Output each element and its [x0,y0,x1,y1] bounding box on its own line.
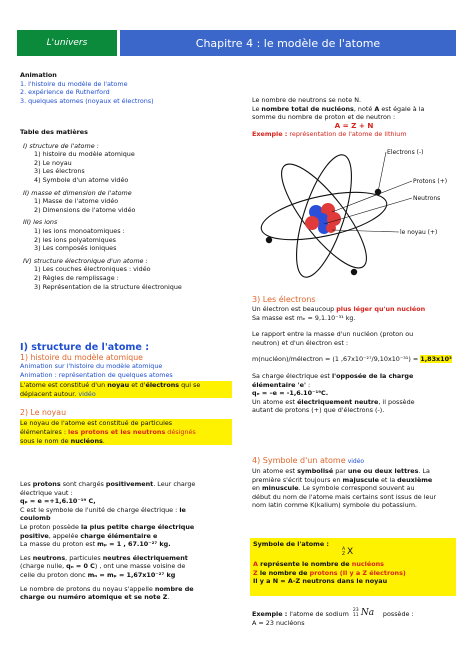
toc-section-4[interactable]: IV) structure électronique d'un atome : [23,256,148,265]
animation-link-3[interactable]: 3. quelques atomes (noyaux et électrons) [20,96,154,105]
right-intro: Le nombre de neutrons se note N. Le nombre total de nucléons, noté A est égale à la somme du nombre de proton et de neutron : A = Z + N Exemple : représentation de l'atome de lithium [252,96,456,139]
noyau-box: Le noyau de l'atome est constitué de particules élémentaires : les protons et les neutrons désignés sous le nom de nucléons. [20,419,232,445]
toc-item[interactable]: 2) Le noyau [34,158,72,167]
subsection-title: 2) Le noyau [20,408,67,418]
toc-section-1[interactable]: I) structure de l'atome : [23,141,99,150]
formula: A = Z + N [334,120,374,130]
animation-link-1[interactable]: 1. l'histoire du modèle de l'atome [20,79,128,88]
toc-item[interactable]: 1) Les couches électroniques : vidéo [34,265,151,274]
toc-section-3[interactable]: III) les ions [23,218,58,227]
toc [20,128,235,291]
section-1 [20,342,235,445]
animation-link-2[interactable]: 2. expérience de Rutherford [20,88,110,97]
sodium-symbol: Na [360,608,375,618]
animation-link[interactable]: Animation : représentation de quelques atomes [20,370,173,379]
label-neutrons: Neutrons [413,195,441,202]
animation-title: Animation [20,71,57,79]
lithium-atom-figure [252,140,457,290]
header-left: L'univers [17,30,117,56]
protons-text: Les protons sont chargés positivement. Leur charge électrique vaut : qₚ = e =+1,6.10⁻¹⁹ C, C est le symbole de l'unité de charge électrique : le coulomb Le proton possède la plus petite charge électrique positive, appelée charge élémentaire e La masse du proton est mₚ = 1 , 67.10⁻²⁷ kg. Les neutrons, particules neutres électriquement (charge nulle, qₙ = 0 C) , ont une masse voisine de celle du proton donc mₙ = mₚ = 1,67x10⁻²⁷ kg Le nombre de protons du noyau s'appelle nombre de charge ou numéro atomique et se note Z. [20,480,196,602]
video-link[interactable]: vidéo [76,389,96,398]
section-title: I) structure de l'atome : [20,342,150,353]
toc-item[interactable]: 1) les ions monoatomiques : [34,226,125,235]
toc-item[interactable]: 3) Représentation de la structure électronique [34,282,182,291]
header-title: Chapitre 4 : le modèle de l'atome [120,30,456,56]
toc-item[interactable]: 2) Règles de remplissage : [34,273,119,282]
symbole-box: Symbole de l'atome : A Z X A représente le nombre de nucléons Z le nombre de protons (Il y a Z électrons) Il y a N = A-Z neutrons dans le noyau [250,538,456,596]
toc-item[interactable]: 2) les ions polyatomiques [34,235,116,244]
toc-item[interactable]: 3) Les électrons [34,167,85,176]
element-symbol: X [347,547,354,557]
toc-section-2[interactable]: II) masse et dimension de l'atome [23,188,132,197]
highlight-box: L'atome est constitué d'un noyau et d'électrons qui se déplacent autour. vidéo [20,381,232,398]
toc-item[interactable]: 2) Dimensions de l'atome vidéo [34,205,136,214]
label-electrons: Electrons (-) [387,149,424,156]
toc-item[interactable]: 4) Symbole d'un atome vidéo [34,175,129,184]
label-protons: Protons (+) [413,178,448,185]
toc-item[interactable]: 1) Masse de l'atome vidéo [34,197,119,206]
label-noyau: le noyau (+) [400,229,438,236]
video-link[interactable]: vidéo [347,458,365,465]
nucleus [305,203,341,234]
example-sodium: Exemple : l'atome de sodium 23 11 Na possède : A = 23 nucléons [252,608,414,627]
symbole-section: 4) Symbole d'un atome vidéo Un atome est symbolisé par une ou deux lettres. La première s'écrit toujours en majuscule et la deuxième en minuscule. Le symbole correspond souvent au début du nom de l'atome mais certains sont issus de leur nom latin comme K(kalium) symbole du potassium. [252,456,437,510]
toc-title: Table des matières [20,128,88,136]
toc-item[interactable]: 1) histoire du modèle atomique [34,150,135,159]
toc-item[interactable]: 3) Les composés ioniques [34,244,117,253]
subsection-title: 3) Les électrons [252,295,316,304]
left-column [20,71,235,105]
subsection-title: 1) histoire du modèle atomique [20,353,143,362]
electrons-section: 3) Les électrons Un électron est beaucoup plus léger qu'un nucléon Sa masse est mₑ = 9,1.10⁻³¹ kg. Le rapport entre la masse d'un nucléon (proton ou neutron) et d'un électron est : m(nucléon)/mélectron = (1 ,67x10⁻²⁷/9,10x10⁻³¹) = 1,83x10³ Sa charge électrique est l'opposée de la charge élémentaire 'e' : qₑ = –e = -1,6.10⁻¹⁹C. Un atome est électriquement neutre, il possède autant de protons (+) que d'électrons (-). [252,295,456,415]
electron [351,269,357,275]
electron [266,237,272,243]
animation-link[interactable]: Animation sur l'histoire du modèle atomique [20,362,163,370]
